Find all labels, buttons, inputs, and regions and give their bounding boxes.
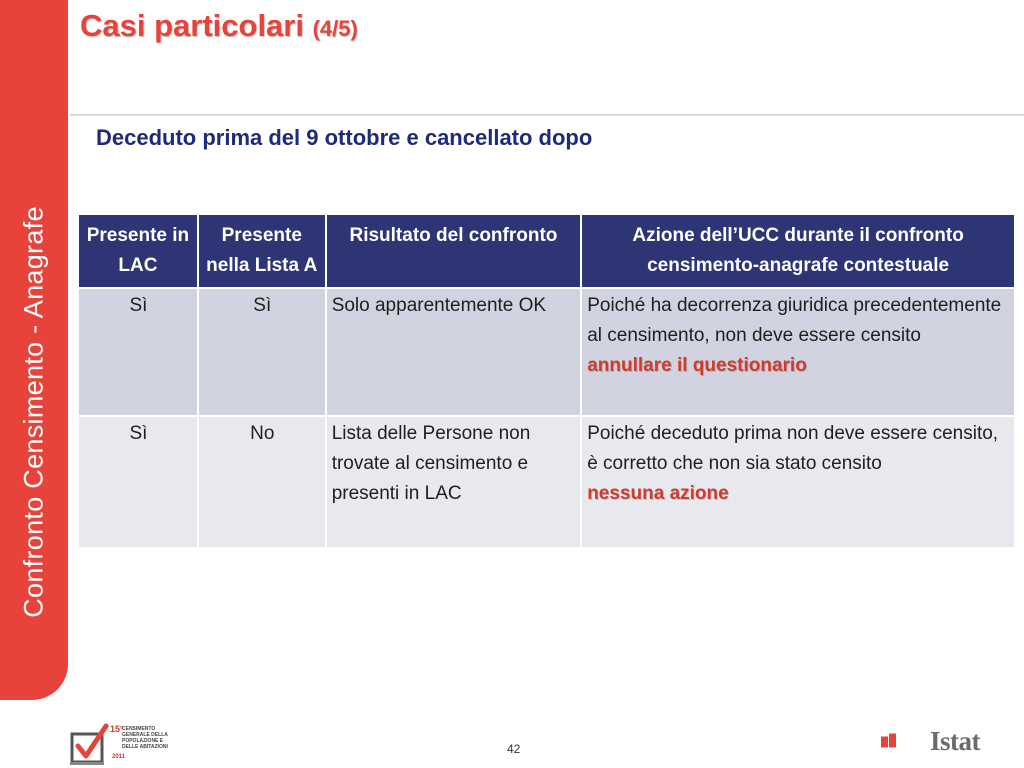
cases-table [77, 213, 1016, 549]
side-label: Confronto Censimento - Anagrafe [18, 206, 49, 618]
slide-title-main: Casi particolari [80, 8, 304, 43]
table-header-row [78, 214, 1015, 288]
cell-risultato: Solo apparentemente OK [326, 288, 582, 416]
cell-risultato: Lista delle Persone non trovate al censimento e presenti in LAC [326, 416, 582, 548]
census-logo-year: 2011 [112, 754, 126, 760]
header-presente-lista-a: Presente nella Lista A [198, 214, 326, 288]
azione-text: Poiché deceduto prima non deve essere censito, è corretto che non sia stato censito [587, 423, 999, 474]
side-band [0, 0, 68, 700]
census-logo-text: CENSIMENTO GENERALE DELLA POPOLAZIONE E DELLE ABITAZIONI [122, 726, 168, 750]
istat-logo-text: Istat [930, 726, 980, 756]
slide-title-suffix: (4/5) [312, 16, 358, 41]
cell-lista-a: No [198, 416, 326, 548]
table-row [78, 416, 1015, 548]
header-azione: Azione dell’UCC durante il confronto censimento-anagrafe contestuale [581, 214, 1015, 288]
azione-highlight: annullare il questionario [587, 355, 807, 376]
slide-title [80, 8, 358, 44]
istat-logo-icon [880, 724, 930, 758]
slide-subtitle: Deceduto prima del 9 ottobre e cancellato dopo [96, 125, 593, 150]
header-risultato: Risultato del confronto [326, 214, 582, 288]
divider-line [70, 114, 1024, 116]
cell-azione [581, 416, 1015, 548]
azione-text: Poiché ha decorrenza giuridica precedentemente al censimento, non deve essere censito [587, 295, 1002, 346]
cell-lac: Sì [78, 416, 198, 548]
header-presente-lac: Presente in LAC [78, 214, 198, 288]
page-number: 42 [507, 742, 521, 756]
cell-lac: Sì [78, 288, 198, 416]
cell-lista-a: Sì [198, 288, 326, 416]
table-row [78, 288, 1015, 416]
azione-highlight: nessuna azione [587, 483, 729, 504]
census-logo-number: 15° [110, 724, 124, 734]
cell-azione [581, 288, 1015, 416]
